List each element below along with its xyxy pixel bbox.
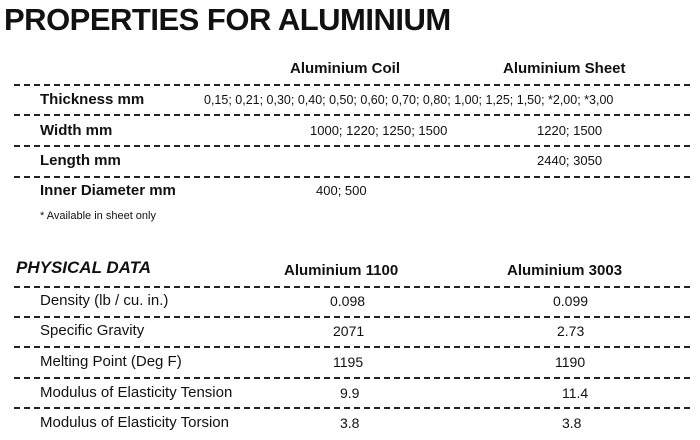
specific-gravity-1100-value: 2071 xyxy=(333,323,365,339)
divider xyxy=(14,407,690,409)
row-label-modulus-tension: Modulus of Elasticity Tension xyxy=(40,384,233,401)
melting-point-1100-value: 1195 xyxy=(333,354,364,370)
row-label-specific-gravity: Specific Gravity xyxy=(40,322,145,339)
length-sheet-value: 2440; 3050 xyxy=(537,153,603,168)
width-sheet-value: 1220; 1500 xyxy=(537,123,603,138)
row-label-melting-point: Melting Point (Deg F) xyxy=(40,353,182,370)
density-3003-value: 0.099 xyxy=(553,293,589,309)
column-header-3003: Aluminium 3003 xyxy=(507,262,623,279)
width-coil-value: 1000; 1220; 1250; 1500 xyxy=(310,123,448,138)
divider xyxy=(14,286,690,288)
specific-gravity-3003-value: 2.73 xyxy=(557,323,585,339)
divider xyxy=(14,346,690,348)
column-header-sheet: Aluminium Sheet xyxy=(503,60,626,77)
row-label-density: Density (lb / cu. in.) xyxy=(40,292,169,309)
row-label-length: Length mm xyxy=(40,152,121,169)
modulus-tension-3003-value: 11.4 xyxy=(562,385,589,401)
row-label-inner-diameter: Inner Diameter mm xyxy=(40,182,176,199)
thickness-values: 0,15; 0,21; 0,30; 0,40; 0,50; 0,60; 0,70; 0,80; 1,00; 1,25; 1,50; *2,00; *3,00 xyxy=(204,93,614,107)
page-title: PROPERTIES FOR ALUMINIUM xyxy=(4,2,451,37)
divider xyxy=(14,114,690,116)
column-header-1100: Aluminium 1100 xyxy=(284,262,399,279)
section-heading-physical-data: PHYSICAL DATA xyxy=(16,258,152,277)
divider xyxy=(14,84,690,86)
divider xyxy=(14,316,690,318)
row-label-width: Width mm xyxy=(40,122,113,139)
inner-diameter-coil-value: 400; 500 xyxy=(316,183,367,198)
divider xyxy=(14,377,690,379)
divider xyxy=(14,176,690,178)
modulus-torsion-3003-value: 3.8 xyxy=(562,415,582,431)
modulus-tension-1100-value: 9.9 xyxy=(340,385,360,401)
modulus-torsion-1100-value: 3.8 xyxy=(340,415,360,431)
footnote: * Available in sheet only xyxy=(40,210,156,222)
divider xyxy=(14,145,690,147)
melting-point-3003-value: 1190 xyxy=(555,354,586,370)
density-1100-value: 0.098 xyxy=(330,293,366,309)
column-header-coil: Aluminium Coil xyxy=(290,60,400,77)
row-label-modulus-torsion: Modulus of Elasticity Torsion xyxy=(40,414,229,431)
row-label-thickness: Thickness mm xyxy=(40,91,145,108)
